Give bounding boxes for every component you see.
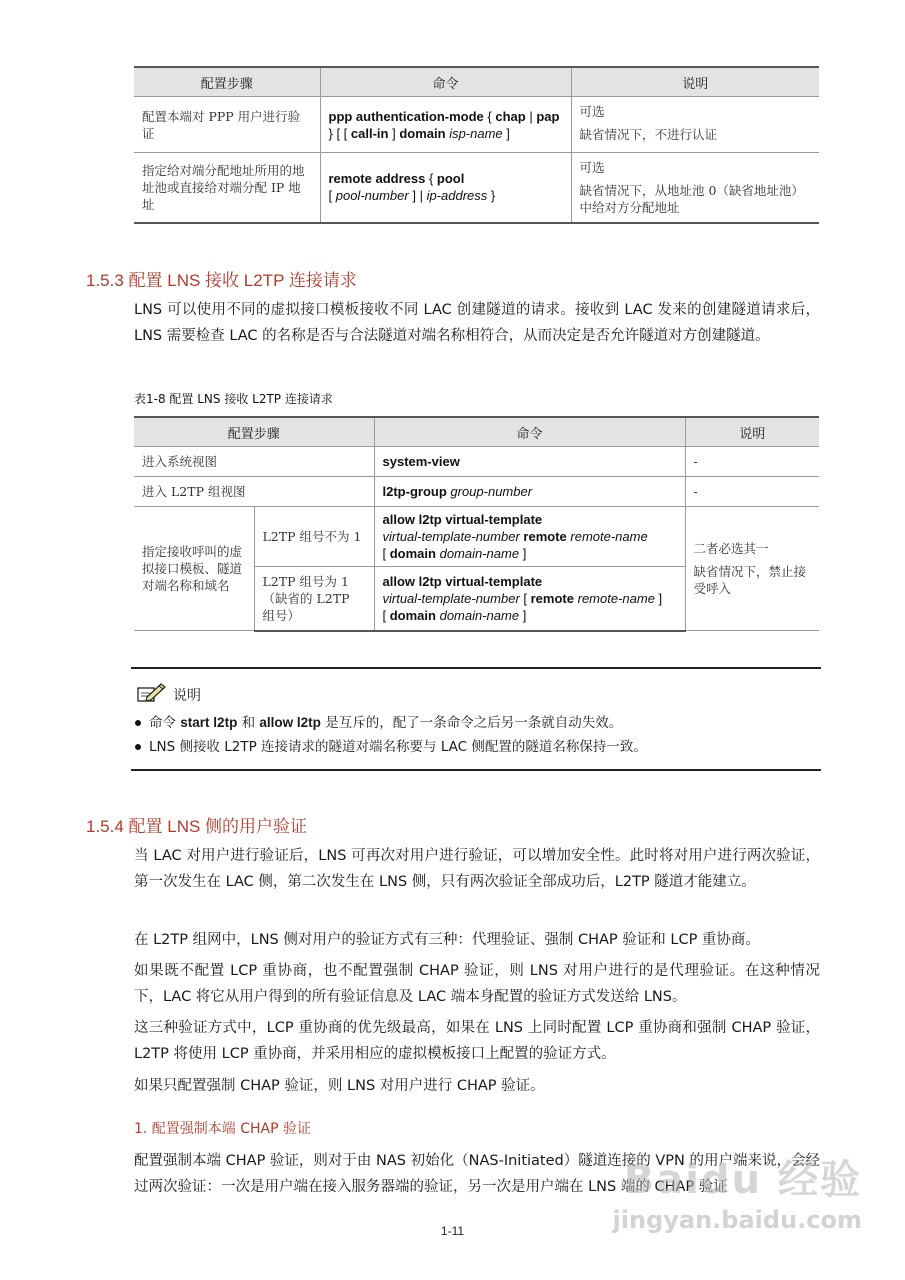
desc-line: 缺省情况下，禁止接受呼入 [693,564,807,596]
section-paragraph: 这三种验证方式中，LCP 重协商的优先级最高，如果在 LNS 上同时配置 LCP 重协商和强制 CHAP 验证，L2TP 将使用 LCP 重协商，并采用相应的虚拟模板接口上配置的验证方式。 [134,1020,820,1062]
step-cell: 进入 L2TP 组视图 [134,477,374,507]
header-command: 命令 [320,67,571,97]
auth-config-table [134,66,819,224]
table-header-row [134,67,819,97]
header-command: 命令 [374,417,685,447]
note-box [131,667,821,771]
desc-line: 可选 [579,160,605,175]
table-caption: 表1-8 配置 LNS 接收 L2TP 连接请求 [134,392,333,406]
section-heading-1-5-3: 1.5.3 配置 LNS 接收 L2TP 连接请求 [86,271,357,290]
note-label: 说明 [173,688,201,704]
table-row [134,97,819,153]
description-cell: - [685,477,819,507]
watermark-logo: Baidu 经验 [623,1157,862,1203]
section-paragraph: 如果只配置强制 CHAP 验证，则 LNS 对用户进行 CHAP 验证。 [134,1078,545,1094]
command-cell: allow l2tp virtual-template virtual-template-number remote remote-name [ domain domain-name ] [374,507,685,567]
step-cell: 指定给对端分配地址所用的地址池或直接给对端分配 IP 地址 [134,153,320,223]
page-number: 1-11 [440,1224,465,1238]
section-paragraph: 当 LAC 对用户进行验证后，LNS 可再次对用户进行验证，可以增加安全性。此时将对用户进行两次验证，第一次发生在 LAC 侧，第二次发生在 LNS 侧，只有两次验证全部成功后，L2TP 隧道才能建立。 [134,848,820,890]
header-description: 说明 [685,417,819,447]
table-row [134,153,819,223]
command-cell: system-view [374,447,685,477]
command-cell: allow l2tp virtual-template virtual-template-number [ remote remote-name ] [ domain domain-name ] [374,567,685,631]
header-description: 说明 [571,67,819,97]
step-cell: 配置本端对 PPP 用户进行验证 [134,97,320,153]
table-row [134,477,819,507]
section-paragraph: 在 L2TP 组网中，LNS 侧对用户的验证方式有三种：代理验证、强制 CHAP 验证和 LCP 重协商。 [134,932,760,948]
lns-config-table [134,416,819,632]
description-cell [571,153,819,223]
header-step: 配置步骤 [134,417,374,447]
list-item: LNS 侧接收 L2TP 连接请求的隧道对端名称要与 LAC 侧配置的隧道名称保持一致。 [131,735,647,759]
note-list [131,711,647,759]
section-heading-1-5-4: 1.5.4 配置 LNS 侧的用户验证 [86,817,308,836]
command-cell: ppp authentication-mode { chap | pap } [ [ call-in ] domain isp-name ] [320,97,571,153]
description-cell [685,507,819,631]
table-row [134,507,819,567]
note-title [135,683,201,707]
list-item: 命令 start l2tp 和 allow l2tp 是互斥的，配了一条命令之后另一条就自动失效。 [131,711,647,735]
substep-cell: L2TP 组号不为 1 [254,507,374,567]
step-cell: 进入系统视图 [134,447,374,477]
section-paragraph: 如果既不配置 LCP 重协商，也不配置强制 CHAP 验证，则 LNS 对用户进行的是代理验证。在这种情况下，LAC 将它从用户得到的所有验证信息及 LAC 端本身配置的验证方式发送给 LNS。 [134,963,820,1005]
substep-cell: L2TP 组号为 1（缺省的 L2TP 组号） [254,567,374,631]
step-cell: 指定接收呼叫的虚拟接口模板、隧道对端名称和域名 [134,507,254,631]
desc-line: 二者必选其一 [693,541,769,556]
subsection-heading: 1. 配置强制本端 CHAP 验证 [134,1121,312,1137]
table-header-row [134,417,819,447]
description-cell [571,97,819,153]
section-paragraph: LNS 可以使用不同的虚拟接口模板接收不同 LAC 创建隧道的请求。接收到 LAC 发来的创建隧道请求后，LNS 需要检查 LAC 的名称是否与合法隧道对端名称相符合，从而决定是否允许隧道对方创建隧道。 [134,302,820,344]
desc-line: 可选 [579,104,605,119]
watermark-url: jingyan.baidu.com [612,1206,862,1234]
watermark [612,1148,862,1248]
command-cell: l2tp-group group-number [374,477,685,507]
pencil-note-icon [135,682,167,709]
desc-line: 缺省情况下，从地址池 0（缺省地址池）中给对方分配地址 [579,183,804,215]
desc-line: 缺省情况下，不进行认证 [579,127,718,142]
section-paragraph: 配置强制本端 CHAP 验证，则对于由 NAS 初始化（NAS-Initiated）隧道连接的 VPN 的用户端来说，会经过两次验证：一次是用户端在接入服务器端的验证，另一次是用户端在 LNS 端的 CHAP 验证 [134,1153,820,1195]
header-step: 配置步骤 [134,67,320,97]
table-row [134,447,819,477]
command-cell: remote address { pool [ pool-number ] | ip-address } [320,153,571,223]
description-cell: - [685,447,819,477]
